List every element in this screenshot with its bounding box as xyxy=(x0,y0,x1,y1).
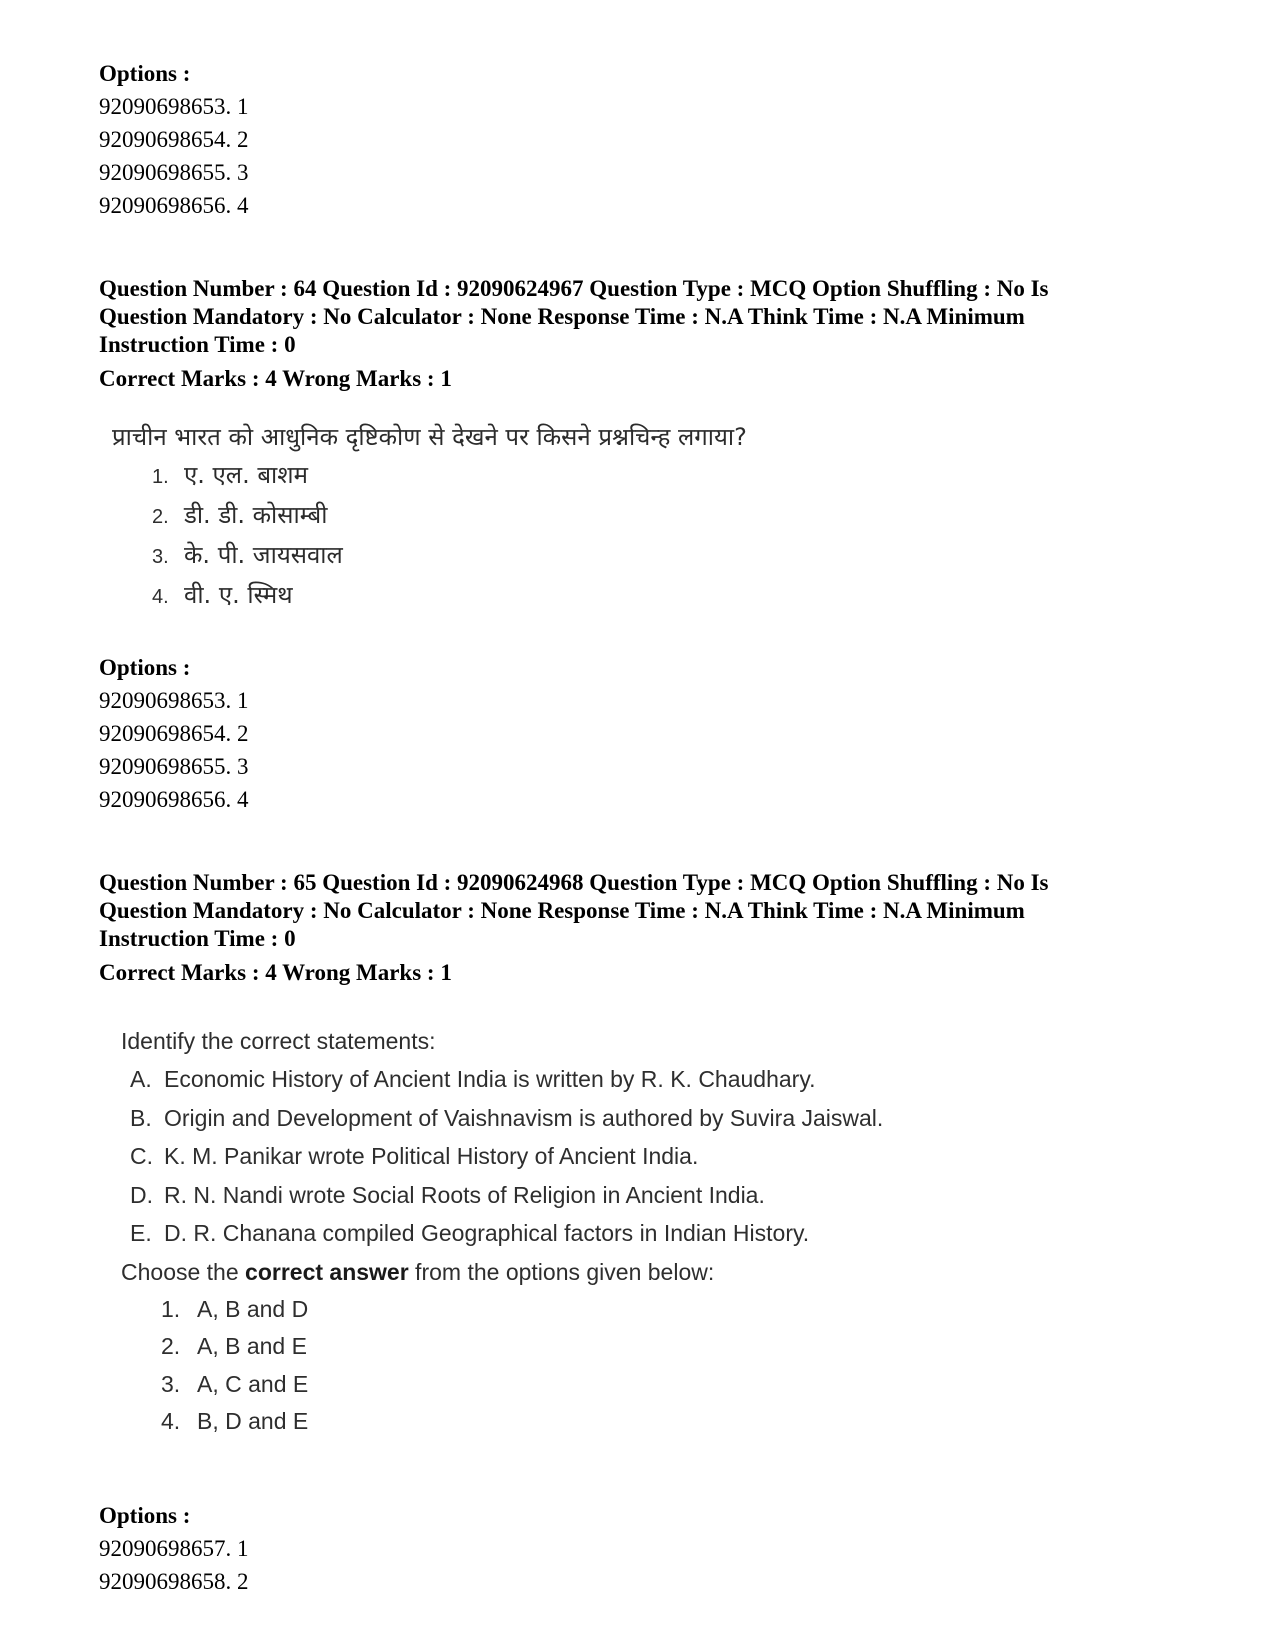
question-header-line: Instruction Time : 0 xyxy=(99,332,296,357)
question-64-header xyxy=(99,275,1159,359)
choice-text: वी. ए. स्मिथ xyxy=(184,581,293,609)
option-item: 92090698654. 2 xyxy=(99,721,249,746)
statement-item xyxy=(121,1214,883,1253)
statement-text: Economic History of Ancient India is written by R. K. Chaudhary. xyxy=(164,1066,816,1092)
statement-letter: E. xyxy=(130,1220,152,1246)
statement-item xyxy=(121,1099,883,1138)
answer-choice xyxy=(121,1291,883,1329)
answer-choice xyxy=(112,576,747,616)
answer-choice xyxy=(121,1366,883,1404)
choice-number: 3. xyxy=(161,1370,181,1397)
question-65-content xyxy=(121,1022,883,1441)
choice-text: ए. एल. बाशम xyxy=(184,461,308,489)
statement-text: Origin and Development of Vaishnavism is authored by Suvira Jaiswal. xyxy=(164,1104,884,1131)
question-stem: Identify the correct statements: xyxy=(121,1028,436,1054)
options-heading: Options : xyxy=(99,61,191,86)
choice-text: B, D and E xyxy=(197,1408,309,1434)
option-item: 92090698657. 1 xyxy=(99,1536,249,1561)
answer-choice xyxy=(112,456,747,496)
statement-text: R. N. Nandi wrote Social Roots of Religion in Ancient India. xyxy=(164,1181,765,1208)
statement-letter: A. xyxy=(130,1066,152,1092)
question-header-line: Question Mandatory : No Calculator : None Response Time : N.A Think Time : N.A Minimum xyxy=(99,898,1025,923)
statement-item xyxy=(121,1137,883,1176)
instruction-text: from the options given below: xyxy=(408,1258,715,1285)
option-item: 92090698653. 1 xyxy=(99,94,249,119)
statement-letter: C. xyxy=(130,1143,153,1169)
choice-number: 1. xyxy=(152,466,169,488)
statement-item xyxy=(121,1060,883,1099)
choice-text: A, B and E xyxy=(197,1333,307,1359)
answer-instruction xyxy=(121,1253,883,1291)
question-header-line: Question Number : 65 Question Id : 92090624968 Question Type : MCQ Option Shuffling : No Is xyxy=(99,870,1049,895)
options-heading: Options : xyxy=(99,655,191,680)
option-item: 92090698655. 3 xyxy=(99,160,249,185)
statement-item xyxy=(121,1176,883,1215)
choice-number: 2. xyxy=(152,506,169,528)
choice-number: 3. xyxy=(152,546,169,568)
options-heading: Options : xyxy=(99,1503,191,1528)
choice-text: के. पी. जायसवाल xyxy=(184,541,343,569)
option-item: 92090698653. 1 xyxy=(99,688,249,713)
instruction-emphasis: correct answer xyxy=(245,1258,409,1285)
choice-text: A, B and D xyxy=(197,1295,309,1322)
option-item: 92090698658. 2 xyxy=(99,1569,249,1594)
choice-number: 4. xyxy=(161,1408,181,1434)
option-item: 92090698656. 4 xyxy=(99,193,249,218)
choice-number: 2. xyxy=(161,1333,181,1359)
options-block-q64 xyxy=(99,651,1159,816)
question-64-marks: Correct Marks : 4 Wrong Marks : 1 xyxy=(99,366,452,391)
options-block-top xyxy=(99,57,1159,222)
choice-number: 1. xyxy=(161,1295,181,1322)
question-65-header xyxy=(99,869,1159,953)
question-65-marks: Correct Marks : 4 Wrong Marks : 1 xyxy=(99,960,452,985)
instruction-text: Choose the xyxy=(121,1258,246,1285)
choice-text: A, C and E xyxy=(197,1370,309,1397)
choice-number: 4. xyxy=(152,586,169,608)
question-header-line: Question Mandatory : No Calculator : None Response Time : N.A Think Time : N.A Minimum xyxy=(99,304,1025,329)
answer-choice xyxy=(112,496,747,536)
question-header-line: Instruction Time : 0 xyxy=(99,926,296,951)
answer-choice xyxy=(112,536,747,576)
answer-choice xyxy=(121,1403,883,1441)
statement-text: D. R. Chanana compiled Geographical factors in Indian History. xyxy=(164,1220,810,1246)
option-item: 92090698654. 2 xyxy=(99,127,249,152)
option-item: 92090698656. 4 xyxy=(99,787,249,812)
statement-letter: B. xyxy=(130,1104,152,1131)
question-64-content xyxy=(112,418,747,616)
choice-text: डी. डी. कोसाम्बी xyxy=(184,501,328,529)
question-stem: प्राचीन भारत को आधुनिक दृष्टिकोण से देखने पर किसने प्रश्नचिन्ह लगाया? xyxy=(112,423,747,451)
options-block-q65 xyxy=(99,1499,1159,1598)
answer-choice xyxy=(121,1328,883,1366)
option-item: 92090698655. 3 xyxy=(99,754,249,779)
question-header-line: Question Number : 64 Question Id : 92090624967 Question Type : MCQ Option Shuffling : No Is xyxy=(99,276,1049,301)
statement-text: K. M. Panikar wrote Political History of Ancient India. xyxy=(164,1143,699,1169)
statement-letter: D. xyxy=(130,1181,153,1208)
